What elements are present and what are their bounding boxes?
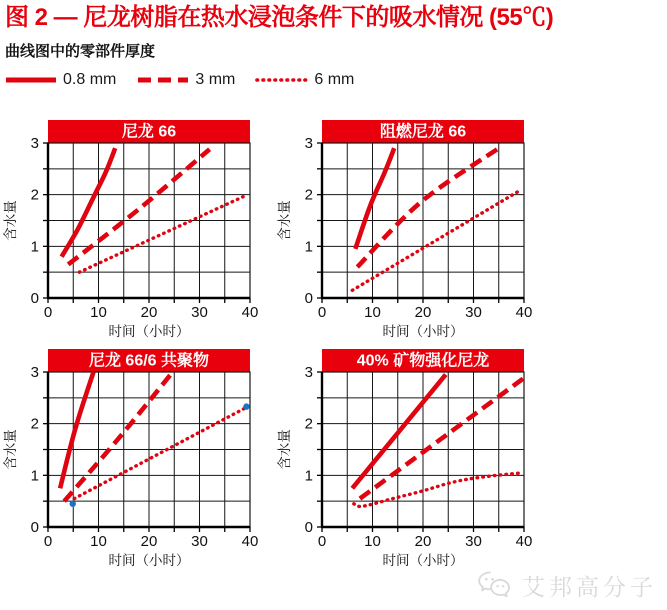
legend-label-0-8mm: 0.8 mm — [63, 70, 117, 88]
legend-label-3mm: 3 mm — [195, 70, 236, 88]
data-point-marker — [70, 500, 76, 506]
x-tick-label: 40 — [515, 532, 533, 550]
legend-item-3mm — [136, 71, 235, 89]
x-tick-label: 0 — [43, 303, 53, 321]
x-tick-label: 20 — [140, 532, 158, 550]
chart-title: 尼龙 66 — [121, 123, 177, 141]
y-tick-label: 1 — [30, 237, 39, 255]
x-axis-label: 时间（小时） — [382, 323, 464, 339]
x-tick-label: 10 — [364, 303, 381, 321]
x-axis-label: 时间（小时） — [382, 552, 464, 568]
chart-svg — [2, 346, 266, 570]
x-tick-label: 0 — [317, 532, 327, 550]
x-tick-label: 20 — [414, 532, 432, 550]
y-tick-label: 3 — [30, 134, 39, 152]
y-tick-label: 3 — [30, 363, 39, 381]
y-tick-label: 3 — [304, 134, 313, 152]
chart-title: 阻燃尼龙 66 — [379, 123, 467, 141]
series-0.8mm — [62, 148, 116, 257]
series-3mm — [64, 372, 173, 501]
y-tick-label: 0 — [304, 518, 313, 536]
chart-mineral-reinforced-nylon — [276, 346, 540, 570]
y-tick-label: 0 — [304, 289, 313, 307]
thickness-caption: 曲线图中的零部件厚度 — [5, 42, 156, 60]
y-tick-label: 1 — [304, 466, 313, 484]
x-tick-label: 20 — [414, 303, 432, 321]
solid-line-sample — [4, 75, 58, 85]
legend-line-solid — [4, 75, 58, 85]
y-tick-label: 1 — [30, 466, 39, 484]
x-tick-label: 10 — [90, 303, 107, 321]
watermark — [477, 569, 657, 602]
y-axis-label: 含水量 — [277, 199, 292, 241]
x-tick-label: 40 — [241, 532, 259, 550]
legend-line-dashed — [136, 75, 190, 85]
data-point-marker — [243, 403, 249, 409]
x-tick-label: 0 — [317, 303, 327, 321]
x-tick-label: 30 — [191, 532, 208, 550]
charts-grid — [2, 117, 667, 570]
y-tick-label: 0 — [30, 289, 39, 307]
x-tick-label: 40 — [241, 303, 259, 321]
x-axis-label: 时间（小时） — [108, 323, 190, 339]
x-axis-label: 时间（小时） — [108, 552, 190, 568]
wechat-icon — [477, 570, 513, 601]
x-tick-label: 0 — [43, 532, 53, 550]
y-tick-label: 2 — [30, 186, 39, 204]
y-axis-label: 含水量 — [3, 199, 18, 241]
legend-label-6mm: 6 mm — [314, 70, 355, 88]
y-tick-label: 2 — [30, 415, 39, 433]
x-tick-label: 10 — [364, 532, 381, 550]
dotted-line-sample — [255, 75, 309, 85]
x-tick-label: 20 — [140, 303, 158, 321]
legend-line-dotted — [255, 75, 309, 85]
chart-nylon-66-6-copolymer — [2, 346, 266, 570]
figure-title: 图 2 — 尼龙树脂在热水浸泡条件下的吸水情况 (55℃) — [5, 4, 554, 31]
x-tick-label: 40 — [515, 303, 533, 321]
y-tick-label: 2 — [304, 415, 313, 433]
chart-title: 尼龙 66/6 共聚物 — [88, 352, 210, 370]
y-axis-label: 含水量 — [3, 428, 18, 470]
watermark-text: 艾邦高分子 — [522, 574, 657, 600]
y-tick-label: 2 — [304, 186, 313, 204]
dashed-line-sample — [136, 75, 190, 85]
chart-title: 40% 矿物强化尼龙 — [356, 352, 490, 370]
chart-svg — [2, 117, 266, 341]
y-tick-label: 3 — [304, 363, 313, 381]
thickness-legend — [4, 71, 667, 89]
x-tick-label: 30 — [465, 303, 482, 321]
series-6mm — [352, 189, 521, 290]
y-tick-label: 1 — [304, 237, 313, 255]
chart-svg — [276, 117, 540, 341]
series-3mm — [357, 148, 499, 267]
y-axis-label: 含水量 — [277, 428, 292, 470]
x-tick-label: 30 — [465, 532, 482, 550]
series-6mm — [74, 408, 245, 498]
chart-flame-retardant-nylon-66 — [276, 117, 540, 341]
x-tick-label: 10 — [90, 532, 107, 550]
x-tick-label: 30 — [191, 303, 208, 321]
chart-svg — [276, 346, 540, 570]
chart-nylon-66 — [2, 117, 266, 341]
legend-item-0-8mm — [4, 71, 116, 89]
y-tick-label: 0 — [30, 518, 39, 536]
legend-item-6mm — [255, 71, 354, 89]
figure-page — [0, 4, 667, 600]
